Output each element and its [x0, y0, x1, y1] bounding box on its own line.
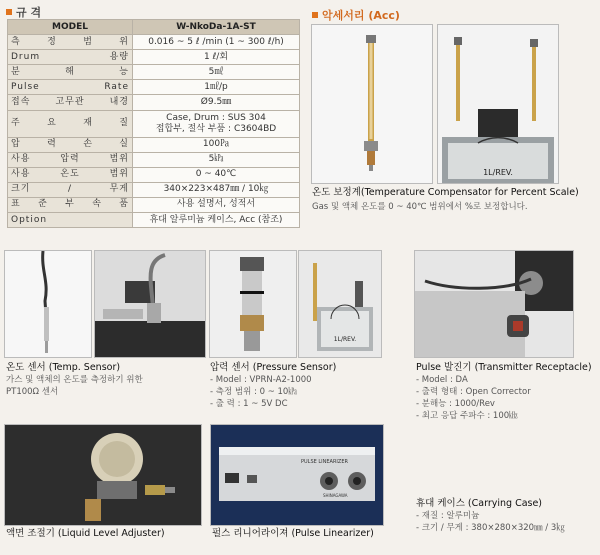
- gauge-scale-text: 1L/REV.: [333, 336, 357, 343]
- spec-row: [8, 197, 300, 212]
- spec-table-container: [7, 19, 300, 228]
- temp-sensor-title: 온도 센서 (Temp. Sensor): [6, 362, 121, 373]
- acc-section-header: [312, 7, 400, 23]
- spec-value: 0 ~ 40℃: [133, 167, 300, 182]
- spec-table: [7, 19, 300, 228]
- pressure-sensor-caption: [210, 362, 336, 410]
- temp-sensor-mounted-photo: [94, 250, 206, 358]
- level-adjuster-caption: [6, 528, 165, 540]
- spec-value-line1: Case, Drum : SUS 304: [166, 112, 266, 123]
- orange-square-icon: [312, 12, 318, 18]
- spec-key: 사용 압력 범위: [8, 152, 133, 167]
- spec-header-key: MODEL: [8, 20, 133, 35]
- pulse-transmitter-title: Pulse 발진기 (Transmitter Receptacle): [416, 362, 592, 373]
- spec-row: [8, 167, 300, 182]
- spec-key: 접속 고무관 내경: [8, 95, 133, 110]
- spec-header-row: [8, 20, 300, 35]
- spec-value-line2: 접합부, 절삭 부품 : C3604BD: [155, 123, 277, 134]
- temp-sensor-photo: [4, 250, 92, 358]
- carrying-case-item: - 크기 / 무게 : 380×280×320㎜ / 3㎏: [416, 523, 565, 533]
- temp-compensator-desc: Gas 및 액체 온도를 0 ~ 40℃ 범위에서 %로 보정합니다.: [312, 202, 528, 212]
- pulse-transmitter-item: - 출력 형태 : Open Corrector: [416, 387, 531, 397]
- pulse-linearizer-photo: [210, 424, 384, 526]
- spec-value: 1㎖/p: [133, 80, 300, 95]
- spec-value: 5㎪: [133, 152, 300, 167]
- temp-sensor-caption: [6, 362, 143, 398]
- spec-row: [8, 95, 300, 110]
- pulse-linearizer-title: 펄스 리니어라이져 (Pulse Linearizer): [212, 528, 374, 539]
- carrying-case-item: - 재질 : 알루미늄: [416, 511, 480, 521]
- pulse-transmitter-item: - Model : DA: [416, 375, 468, 385]
- spec-row: [8, 65, 300, 80]
- temp-sensor-desc-line2: PT100Ω 센서: [6, 387, 59, 397]
- spec-value: 1 ℓ/회: [133, 50, 300, 65]
- pressure-sensor-item: - Model : VPRN-A2-1000: [210, 375, 312, 385]
- carrying-case-caption: [416, 498, 565, 534]
- carrying-case-title: 휴대 케이스 (Carrying Case): [416, 498, 543, 509]
- pressure-sensor-item: - 출 력 : 1 ~ 5V DC: [210, 399, 288, 409]
- spec-row: [8, 50, 300, 65]
- spec-row: [8, 152, 300, 167]
- level-adjuster-photo: [4, 424, 202, 526]
- spec-key: 측 정 범 위: [8, 35, 133, 50]
- temp-compensator-title: 온도 보정계(Temperature Compensator for Percent Scale): [312, 187, 579, 198]
- spec-row: [8, 213, 300, 228]
- level-adjuster-title: 액면 조절기 (Liquid Level Adjuster): [6, 528, 165, 539]
- pulse-transmitter-caption: [416, 362, 592, 422]
- temp-compensator-mounted-photo: [437, 24, 559, 184]
- spec-key: 압 력 손 실: [8, 137, 133, 152]
- spec-value: Ø9.5㎜: [133, 95, 300, 110]
- spec-value: 휴대 알루미늄 케이스, Acc (참조): [133, 213, 300, 228]
- spec-value: 340×223×487㎜ / 10㎏: [133, 182, 300, 197]
- pressure-sensor-title: 압력 센서 (Pressure Sensor): [210, 362, 337, 373]
- spec-section-header: [6, 4, 41, 20]
- spec-value: 0.016 ~ 5 ℓ /min (1 ~ 300 ℓ/h): [133, 35, 300, 50]
- spec-key: 크기 / 무게: [8, 182, 133, 197]
- spec-key: Drum 용량: [8, 50, 133, 65]
- pulse-transmitter-photo: [414, 250, 574, 358]
- spec-key: 사용 온도 범위: [8, 167, 133, 182]
- spec-row: [8, 80, 300, 95]
- gauge-scale-text: 1L/REV.: [483, 168, 513, 177]
- spec-row: [8, 35, 300, 50]
- spec-key: 주 요 재 질: [8, 110, 133, 137]
- temp-compensator-photo: [311, 24, 433, 184]
- spec-header-value: W-NkoDa-1A-ST: [133, 20, 300, 35]
- temp-compensator-caption: [312, 187, 579, 213]
- spec-row: [8, 137, 300, 152]
- spec-key: Pulse Rate: [8, 80, 133, 95]
- spec-key: Option: [8, 213, 133, 228]
- pressure-sensor-mounted-photo: [298, 250, 382, 358]
- acc-section-title: 악세서리 (Acc): [322, 9, 400, 22]
- pressure-sensor-photo: [209, 250, 297, 358]
- pulse-transmitter-item: - 최고 응답 주파수 : 100㎑: [416, 411, 518, 421]
- spec-key: 표 준 부 속 품: [8, 197, 133, 212]
- spec-row: [8, 182, 300, 197]
- device-label: PULSE LINEARIZER: [301, 459, 348, 465]
- spec-value: 사용 설명서, 성적서: [133, 197, 300, 212]
- spec-value: 100㎩: [133, 137, 300, 152]
- device-brand: SHINAGAWA: [323, 493, 348, 498]
- spec-key: 분 해 능: [8, 65, 133, 80]
- spec-value: [133, 110, 300, 137]
- temp-sensor-desc-line1: 가스 및 액체의 온도를 측정하기 위한: [6, 375, 143, 385]
- pulse-linearizer-caption: [212, 528, 374, 540]
- pulse-transmitter-item: - 분해능 : 1000/Rev: [416, 399, 495, 409]
- pressure-sensor-item: - 측정 범위 : 0 ~ 10㎪: [210, 387, 297, 397]
- spec-section-title: 규 격: [16, 6, 42, 19]
- spec-row: [8, 110, 300, 137]
- orange-square-icon: [6, 9, 12, 15]
- spec-value: 5㎖: [133, 65, 300, 80]
